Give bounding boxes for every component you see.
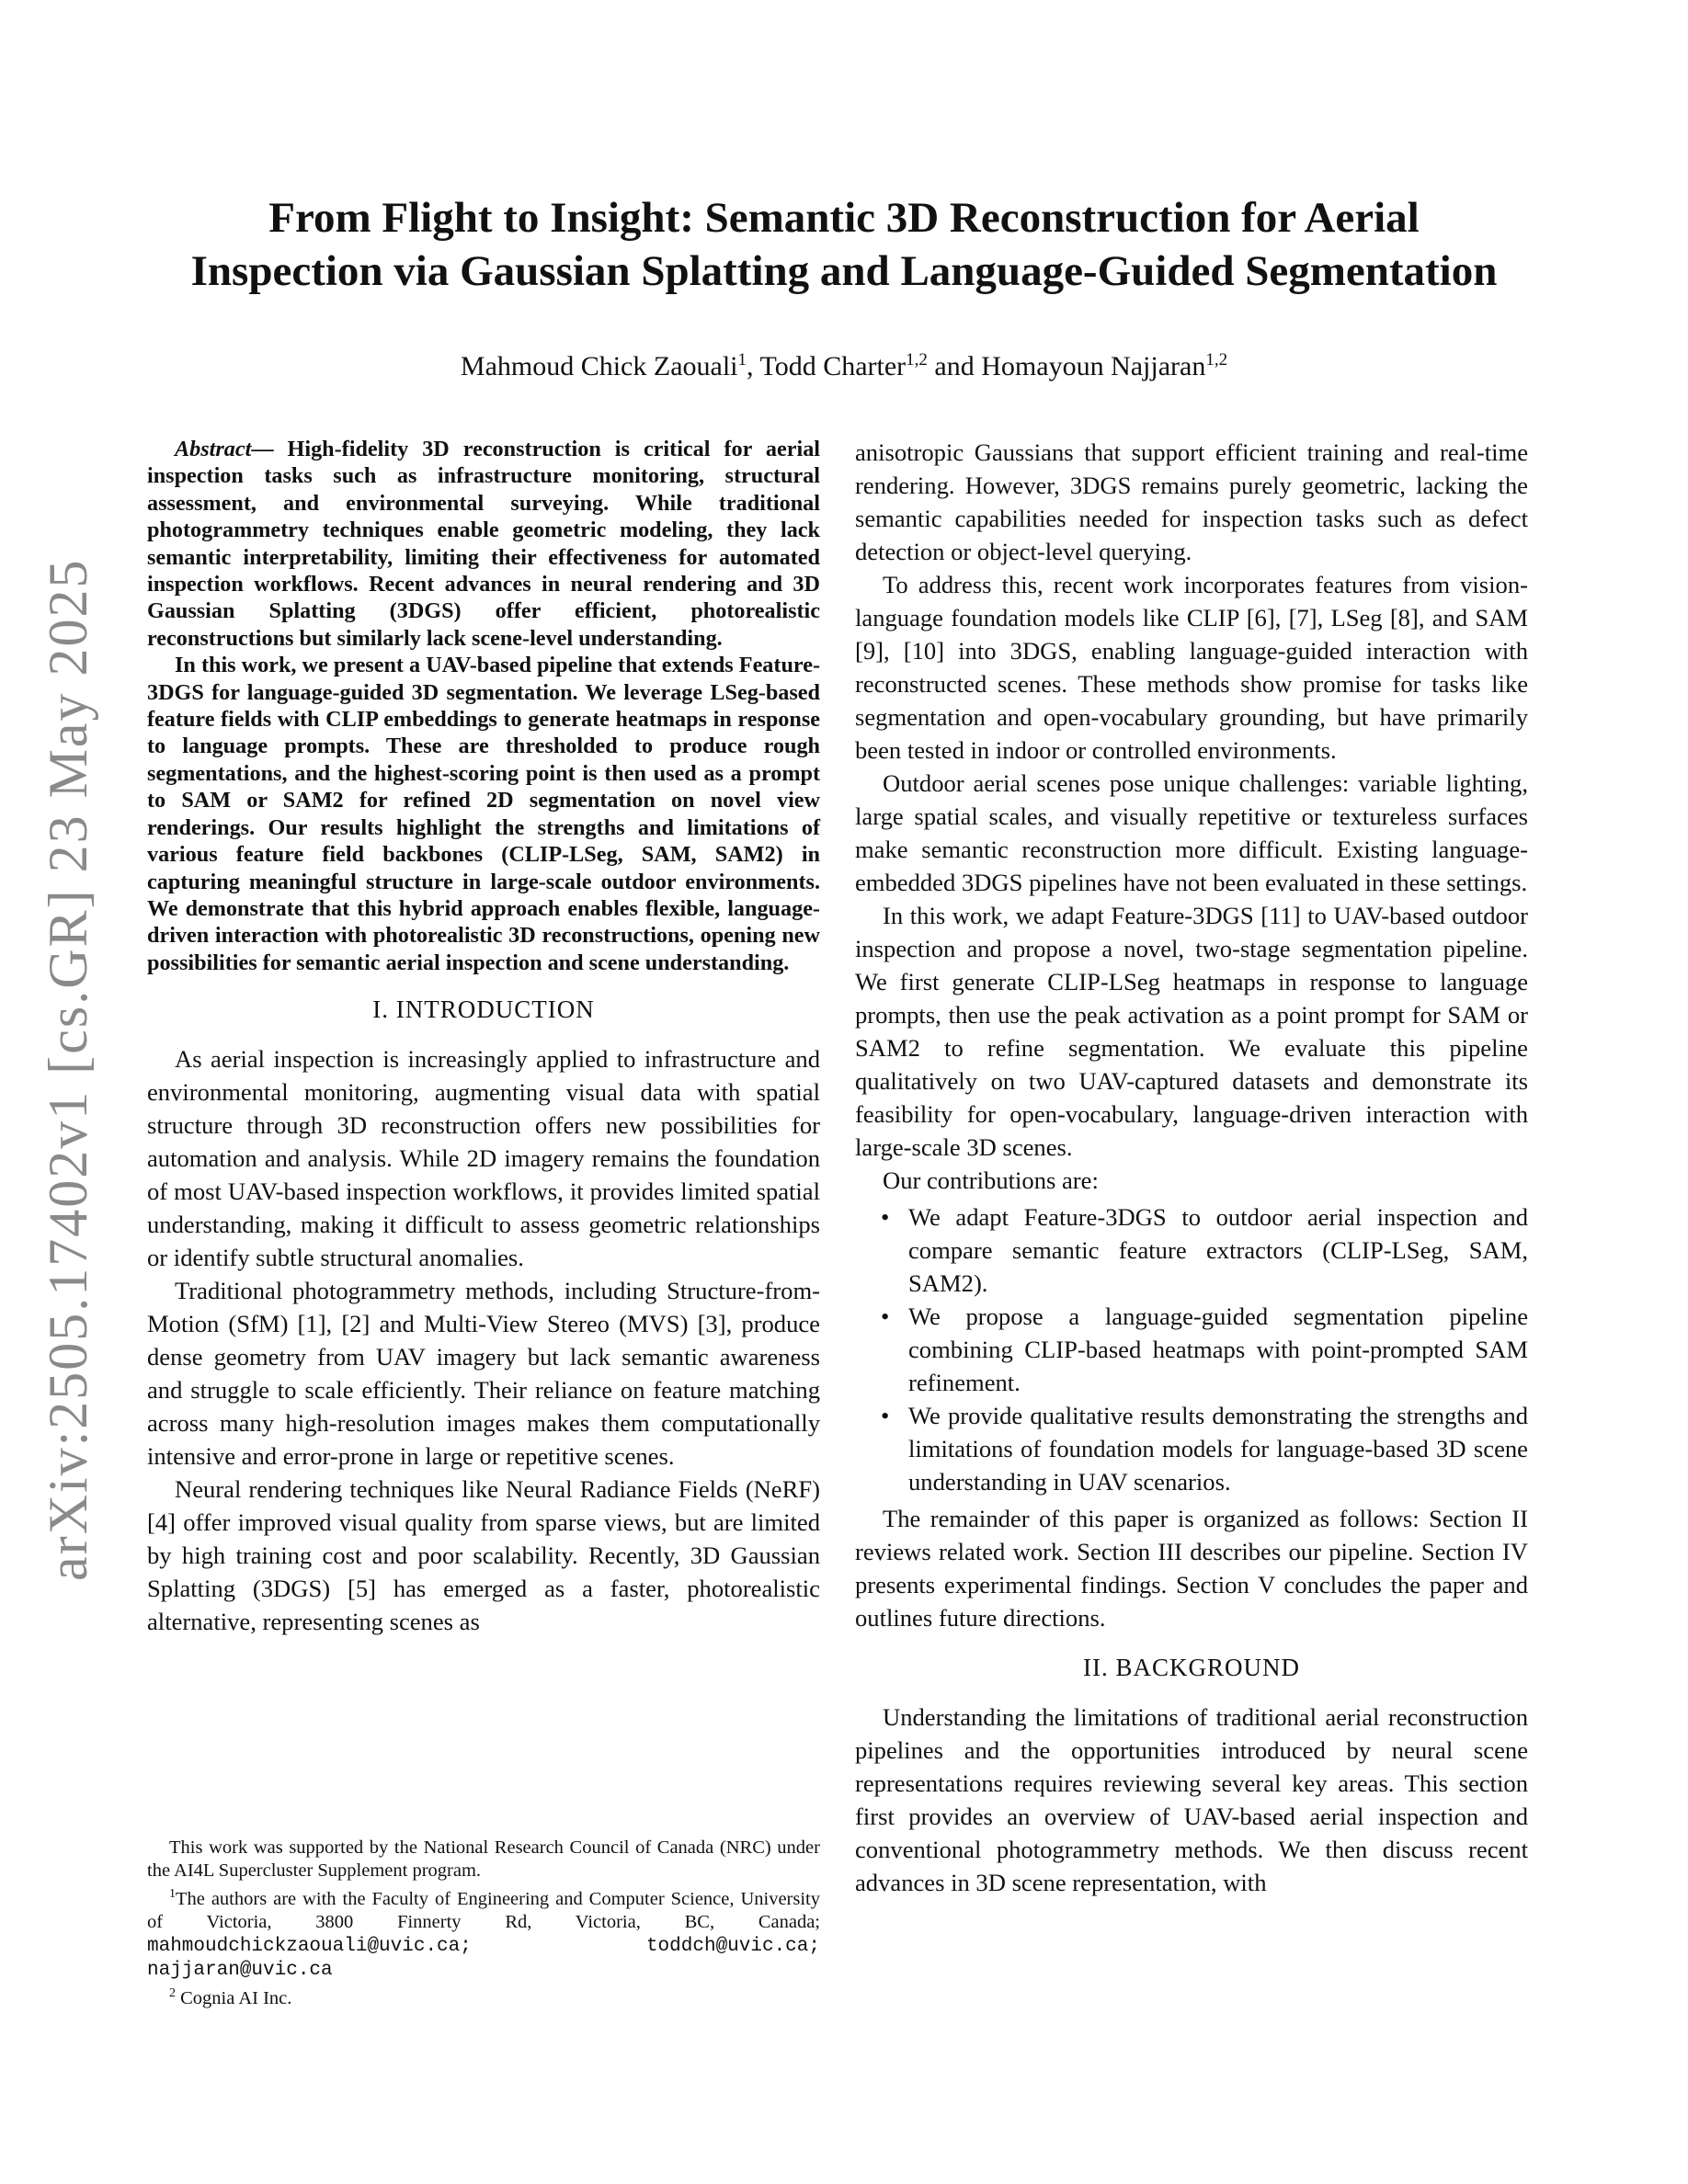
abstract-paragraph-1: [147, 436, 820, 652]
footnote-1-text: The authors are with the Faculty of Engineering and Computer Science, University of Victoria, 3800 Finnerty Rd, Victoria, BC, Canada;: [147, 1888, 820, 1932]
contributions-lead: Our contributions are:: [883, 1166, 1099, 1194]
list-item: [881, 1399, 1528, 1498]
author-separator: ,: [747, 351, 760, 381]
right-column: [855, 436, 1528, 1899]
footnote-2-marker: 2: [169, 1985, 176, 2000]
author-list: [110, 342, 1578, 385]
footnote-affiliation-1: [147, 1883, 820, 1982]
intro-paragraph-3-continued: anisotropic Gaussians that support efficient training and real-time rendering. However, 3DGS remains purely geometric, lacking the semantic capabilities needed for inspection tasks such as defect detection or object-level querying.: [855, 438, 1528, 565]
list-item: [881, 1300, 1528, 1399]
arxiv-identifier: arXiv:2505.17402v1 [cs.GR] 23 May 2025: [38, 558, 98, 1581]
background-paragraph-1: Understanding the limitations of traditional aerial reconstruction pipelines and the opportunities introduced by neural scene representations requires reviewing several key areas. This section first provides an overview of UAV-based aerial inspection and conventional photogrammetry methods. We then discuss recent advances in 3D scene representation, with: [855, 1703, 1528, 1896]
author-1-affiliation: 1: [737, 350, 747, 370]
section-heading-introduction: I. INTRODUCTION: [372, 995, 595, 1024]
bullet-icon: •: [881, 1203, 890, 1231]
contributions-list: [855, 1200, 1528, 1498]
intro-paragraph-4: To address this, recent work incorporates features from vision-language foundation models like CLIP [6], [7], LSeg [8], and SAM [9], [10] into 3DGS, enabling language-guided interaction with reconstructed scenes. These methods show promise for tasks like segmentation and open-vocabulary grounding, but have primarily been tested in indoor or controlled environments.: [855, 571, 1528, 764]
footnote-funding: This work was supported by the National Research Council of Canada (NRC) under the AI4L Supercluster Supplement program.: [147, 1837, 820, 1881]
section-heading-background: II. BACKGROUND: [1083, 1654, 1300, 1681]
intro-paragraph-1: As aerial inspection is increasingly applied to infrastructure and environmental monitoring, augmenting visual data with spatial structure through 3D reconstruction offers new possibilities for automation and analysis. While 2D imagery remains the foundation of most UAV-based inspection workflows, it provides limited spatial understanding, making it difficult to assess geometric relationships or identify subtle structural anomalies.: [147, 1045, 820, 1272]
footnotes: [147, 1837, 820, 2010]
author-2-affiliation: 1,2: [906, 350, 928, 370]
abstract-paragraph-2: In this work, we present a UAV-based pipeline that extends Feature-3DGS for language-guided 3D segmentation. We leverage LSeg-based feature fields with CLIP embeddings to generate heatmaps in response to language prompts. These are thresholded to produce rough segmentations, and the highest-scoring point is then used as a prompt to SAM or SAM2 for refined 2D segmentation on novel view renderings. Our results highlight the strengths and limitations of various feature field backbones (CLIP-LSeg, SAM, SAM2) in capturing meaningful structure in large-scale outdoor environments. We demonstrate that this hybrid approach enables flexible, language-driven interaction with photorealistic 3D reconstructions, opening new possibilities for semantic aerial inspection and scene understanding.: [147, 653, 820, 975]
author-emails: mahmoudchickzaouali@uvic.ca; toddch@uvic.ca; najjaran@uvic.ca: [147, 1935, 820, 1981]
abstract-text-1: High-fidelity 3D reconstruction is critical for aerial inspection tasks such as infrastructure monitoring, structural assessment, and environmental surveying. While traditional photogrammetry techniques enable geometric modeling, they lack semantic interpretability, limiting their effectiveness for automated inspection workflows. Recent advances in neural rendering and 3D Gaussian Splatting (3DGS) offer efficient, photorealistic reconstructions but similarly lack scene-level understanding.: [147, 437, 821, 651]
left-column: [147, 436, 820, 1638]
author-3-affiliation: 1,2: [1205, 350, 1228, 370]
bullet-icon: •: [881, 1302, 890, 1330]
author-3: Homayoun Najjaran: [981, 351, 1206, 381]
paper-title: [110, 191, 1578, 298]
author-2: Todd Charter: [759, 351, 907, 381]
title-line-2: Inspection via Gaussian Splatting and Language-Guided Segmentation: [190, 247, 1498, 295]
list-item: [881, 1200, 1528, 1300]
abstract: [147, 436, 820, 976]
contribution-3: We provide qualitative results demonstrating the strengths and limitations of foundation models for language-based 3D scene understanding in UAV scenarios.: [908, 1402, 1528, 1496]
intro-paragraph-2: Traditional photogrammetry methods, including Structure-from-Motion (SfM) [1], [2] and Multi-View Stereo (MVS) [3], produce dense geometry from UAV imagery but lack semantic awareness and struggle to scale efficiently. Their reliance on feature matching across many high-resolution images makes them computationally intensive and error-prone in large or repetitive scenes.: [147, 1277, 820, 1471]
bullet-icon: •: [881, 1402, 890, 1429]
footnote-2-text: Cognia AI Inc.: [176, 1987, 292, 2008]
title-line-1: From Flight to Insight: Semantic 3D Reconstruction for Aerial: [268, 194, 1420, 242]
abstract-dash: —: [251, 437, 288, 461]
author-1: Mahmoud Chick Zaouali: [460, 351, 738, 381]
intro-paragraph-7: The remainder of this paper is organized as follows: Section II reviews related work. Section III describes our pipeline. Section IV presents experimental findings. Section V concludes the paper and outlines future directions.: [855, 1505, 1528, 1632]
footnote-1-marker: 1: [169, 1887, 176, 1901]
intro-paragraph-5: Outdoor aerial scenes pose unique challenges: variable lighting, large spatial scales, and visually repetitive or textureless surfaces make semantic reconstruction more difficult. Existing language-embedded 3DGS pipelines have not been evaluated in these settings.: [855, 769, 1528, 896]
author-separator: and: [927, 351, 982, 381]
intro-paragraph-6: In this work, we adapt Feature-3DGS [11] to UAV-based outdoor inspection and propose a novel, two-stage segmentation pipeline. We first generate CLIP-LSeg heatmaps in response to language prompts, then use the peak activation as a point prompt for SAM or SAM2 to refine segmentation. We evaluate this pipeline qualitatively on two UAV-captured datasets and demonstrate its feasibility for open-vocabulary, language-driven interaction with large-scale 3D scenes.: [855, 902, 1528, 1161]
contribution-1: We adapt Feature-3DGS to outdoor aerial inspection and compare semantic feature extractors (CLIP-LSeg, SAM, SAM2).: [908, 1203, 1528, 1297]
intro-paragraph-3: Neural rendering techniques like Neural Radiance Fields (NeRF) [4] offer improved visual quality from sparse views, but are limited by high training cost and poor scalability. Recently, 3D Gaussian Splatting (3DGS) [5] has emerged as a faster, photorealistic alternative, representing scenes as: [147, 1475, 820, 1636]
contribution-2: We propose a language-guided segmentation pipeline combining CLIP-based heatmaps with point-prompted SAM refinement.: [908, 1302, 1528, 1396]
footnote-affiliation-2: [147, 1982, 820, 2010]
abstract-label: Abstract: [175, 437, 252, 461]
